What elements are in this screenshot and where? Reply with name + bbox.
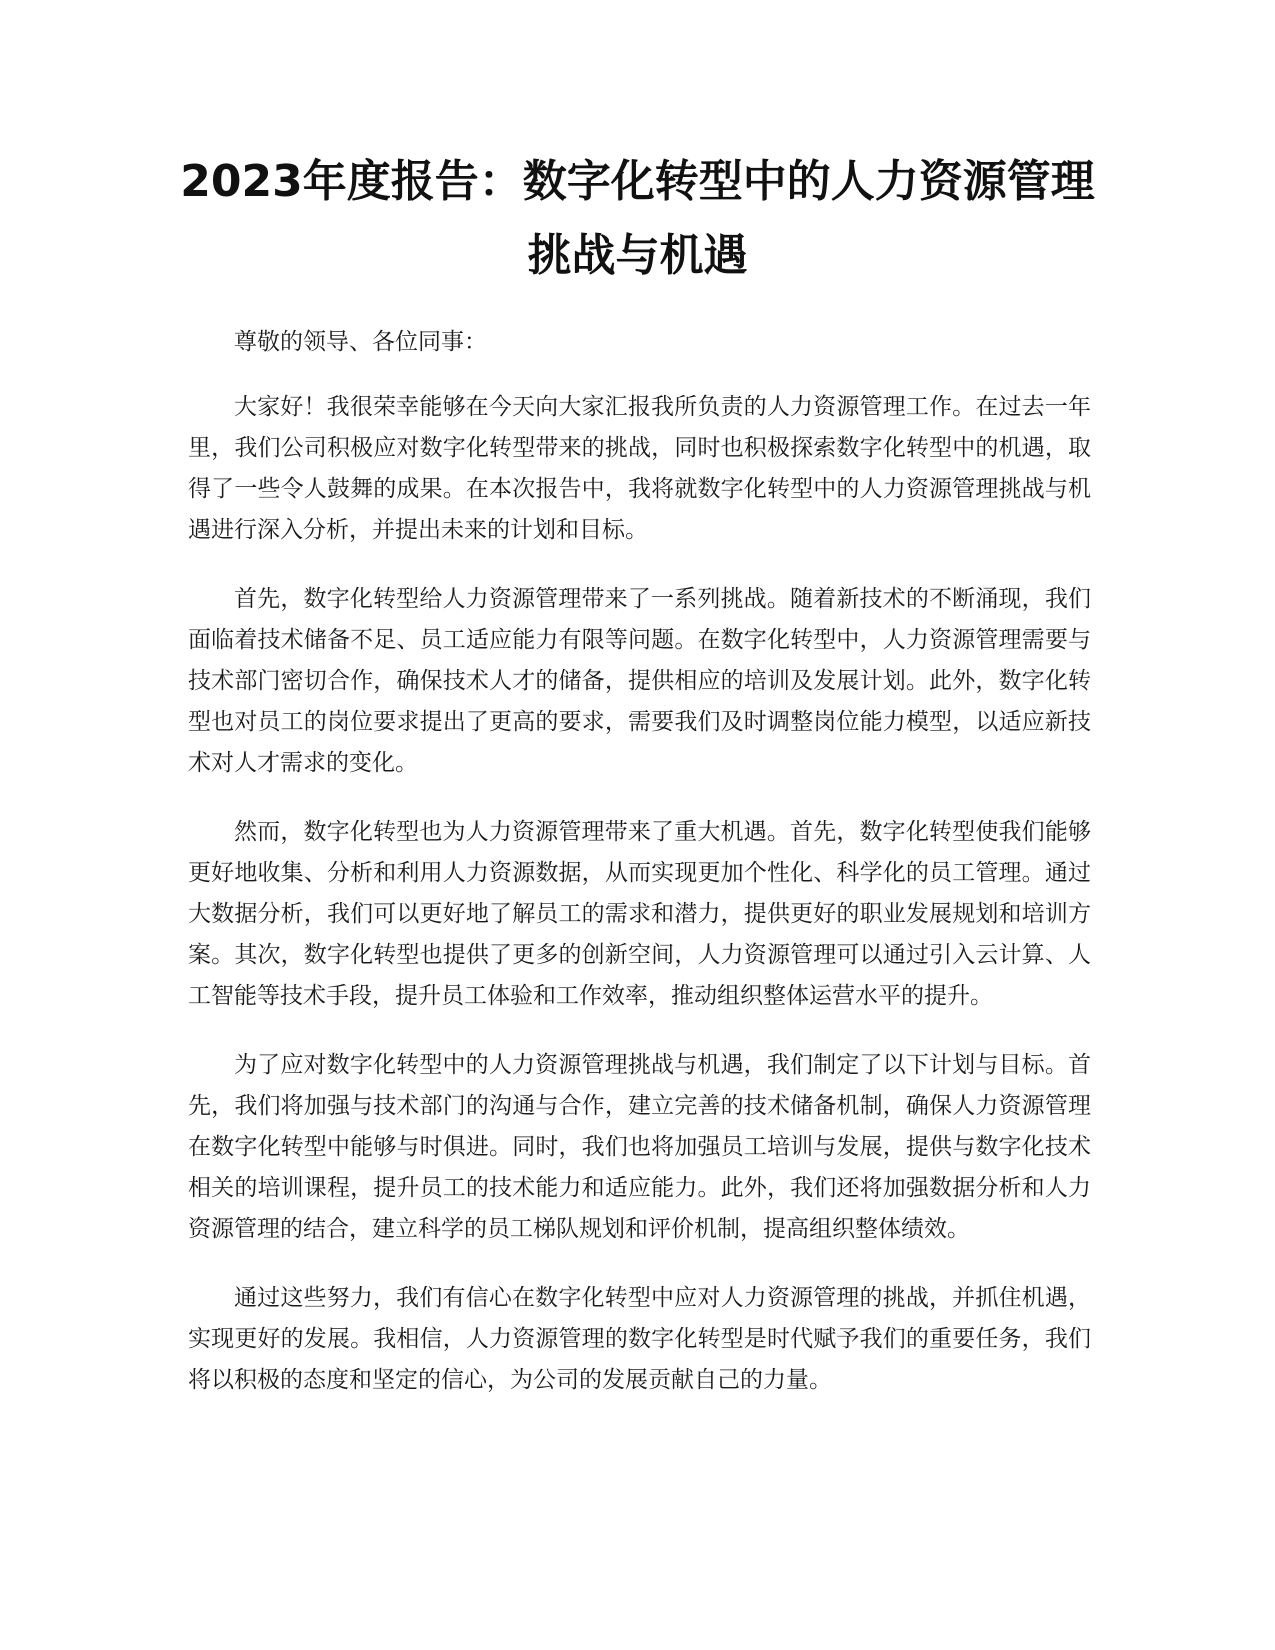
paragraph-challenges: 首先，数字化转型给人力资源管理带来了一系列挑战。随着新技术的不断涌现，我们面临着技术储备不足、员工适应能力有限等问题。在数字化转型中，人力资源管理需要与技术部门密切合作，确保技术人才的储备，提供相应的培训及发展计划。此外，数字化转型也对员工的岗位要求提出了更高的要求，需要我们及时调整岗位能力模型，以适应新技术对人才需求的变化。 xyxy=(188,586,1091,776)
document-body xyxy=(188,322,1091,1429)
paragraph-opportunities: 然而，数字化转型也为人力资源管理带来了重大机遇。首先，数字化转型使我们能够更好地收集、分析和利用人力资源数据，从而实现更加个性化、科学化的员工管理。通过大数据分析，我们可以更好地了解员工的需求和潜力，提供更好的职业发展规划和培训方案。其次，数字化转型也提供了更多的创新空间，人力资源管理可以通过引入云计算、人工智能等技术手段，提升员工体验和工作效率，推动组织整体运营水平的提升。 xyxy=(188,819,1091,1009)
salutation: 尊敬的领导、各位同事： xyxy=(234,329,487,355)
paragraph-conclusion: 通过这些努力，我们有信心在数字化转型中应对人力资源管理的挑战，并抓住机遇，实现更好的发展。我相信，人力资源管理的数字化转型是时代赋予我们的重要任务，我们将以积极的态度和坚定的信心，为公司的发展贡献自己的力量。 xyxy=(188,1285,1091,1393)
document-title: 2023年度报告：数字化转型中的人力资源管理挑战与机遇 xyxy=(180,156,1095,281)
paragraph-plans: 为了应对数字化转型中的人力资源管理挑战与机遇，我们制定了以下计划与目标。首先，我们将加强与技术部门的沟通与合作，建立完善的技术储备机制，确保人力资源管理在数字化转型中能够与时俱进。同时，我们也将加强员工培训与发展，提供与数字化技术相关的培训课程，提升员工的技术能力和适应能力。此外，我们还将加强数据分析和人力资源管理的结合，建立科学的员工梯队规划和评价机制，提高组织整体绩效。 xyxy=(188,1052,1091,1242)
paragraph-intro: 大家好！我很荣幸能够在今天向大家汇报我所负责的人力资源管理工作。在过去一年里，我们公司积极应对数字化转型带来的挑战，同时也积极探索数字化转型中的机遇，取得了一些令人鼓舞的成果。在本次报告中，我将就数字化转型中的人力资源管理挑战与机遇进行深入分析，并提出未来的计划和目标。 xyxy=(188,394,1091,543)
